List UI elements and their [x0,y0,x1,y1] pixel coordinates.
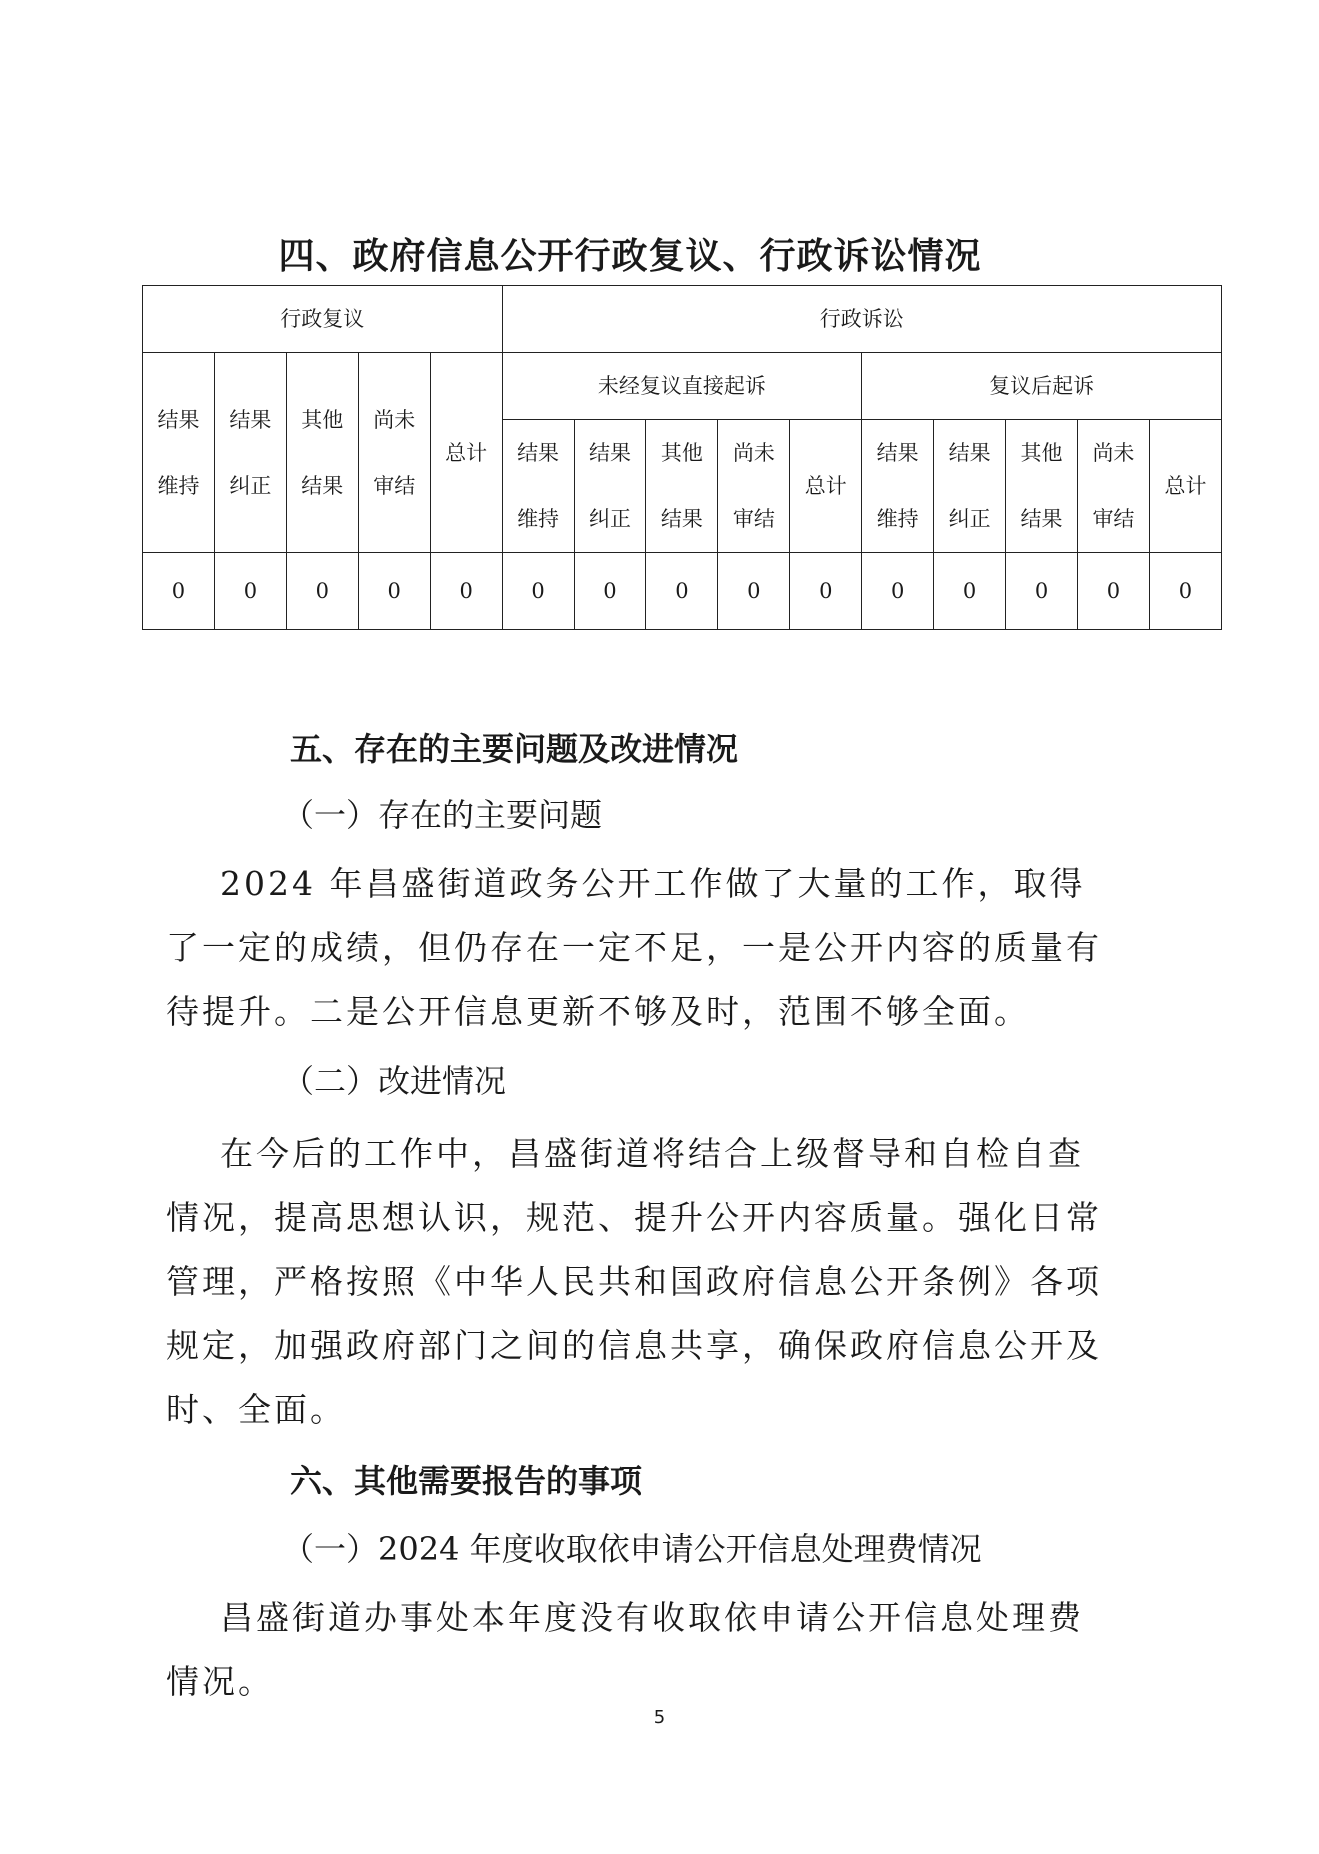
value-cell: 0 [1149,553,1221,630]
after-col-4: 尚未 审结 [1077,420,1149,553]
after-col-3: 其他 结果 [1006,420,1078,553]
section-6-title: 六、其他需要报告的事项 [290,1462,643,1500]
value-cell: 0 [790,553,862,630]
section-5-paragraph-2: 在今后的工作中，昌盛街道将结合上级督导和自检自查情况，提高思想认识，规范、提升公开内容质量。强化日常管理，严格按照《中华人民共和国政府信息公开条例》各项规定，加强政府部门之间的信息共享，确保政府信息公开及时、全面。 [166,1134,1102,1429]
review-litigation-table [142,285,1222,630]
value-cell: 0 [358,553,430,630]
value-cell: 0 [718,553,790,630]
direct-col-2: 结果 纠正 [574,420,646,553]
review-header: 行政复议 [143,286,503,353]
section-5-subheading-2: （二）改进情况 [282,1062,507,1100]
after-col-total: 总计 [1149,420,1221,553]
review-col-total: 总计 [430,353,502,553]
value-cell: 0 [286,553,358,630]
direct-col-4: 尚未 审结 [718,420,790,553]
section-4-title: 四、政府信息公开行政复议、行政诉讼情况 [278,236,982,277]
review-col-3: 其他 结果 [286,353,358,553]
review-col-4: 尚未 审结 [358,353,430,553]
value-cell: 0 [574,553,646,630]
value-cell: 0 [502,553,574,630]
value-cell: 0 [646,553,718,630]
value-cell: 0 [143,553,215,630]
direct-col-3: 其他 结果 [646,420,718,553]
section-5-title: 五、存在的主要问题及改进情况 [290,730,739,768]
page-number: 5 [653,1707,666,1728]
value-cell: 0 [862,553,934,630]
value-cell: 0 [934,553,1006,630]
value-cell: 0 [1006,553,1078,630]
value-cell: 0 [430,553,502,630]
direct-col-total: 总计 [790,420,862,553]
direct-suit-header: 未经复议直接起诉 [502,353,862,420]
review-col-1: 结果 维持 [143,353,215,553]
review-col-2: 结果 纠正 [214,353,286,553]
after-col-1: 结果 维持 [862,420,934,553]
section-6-subheading-1: （一）2024 年度收取依申请公开信息处理费情况 [282,1530,982,1568]
section-5-subheading-1: （一）存在的主要问题 [282,796,603,834]
litigation-header: 行政诉讼 [502,286,1221,353]
after-review-header: 复议后起诉 [862,353,1222,420]
after-col-2: 结果 纠正 [934,420,1006,553]
section-6-paragraph-1: 昌盛街道办事处本年度没有收取依申请公开信息处理费情况。 [166,1598,1084,1701]
direct-col-1: 结果 维持 [502,420,574,553]
section-5-paragraph-1: 2024 年昌盛街道政务公开工作做了大量的工作，取得了一定的成绩，但仍存在一定不足，一是公开内容的质量有待提升。二是公开信息更新不够及时，范围不够全面。 [166,864,1102,1031]
value-cell: 0 [1077,553,1149,630]
value-cell: 0 [214,553,286,630]
